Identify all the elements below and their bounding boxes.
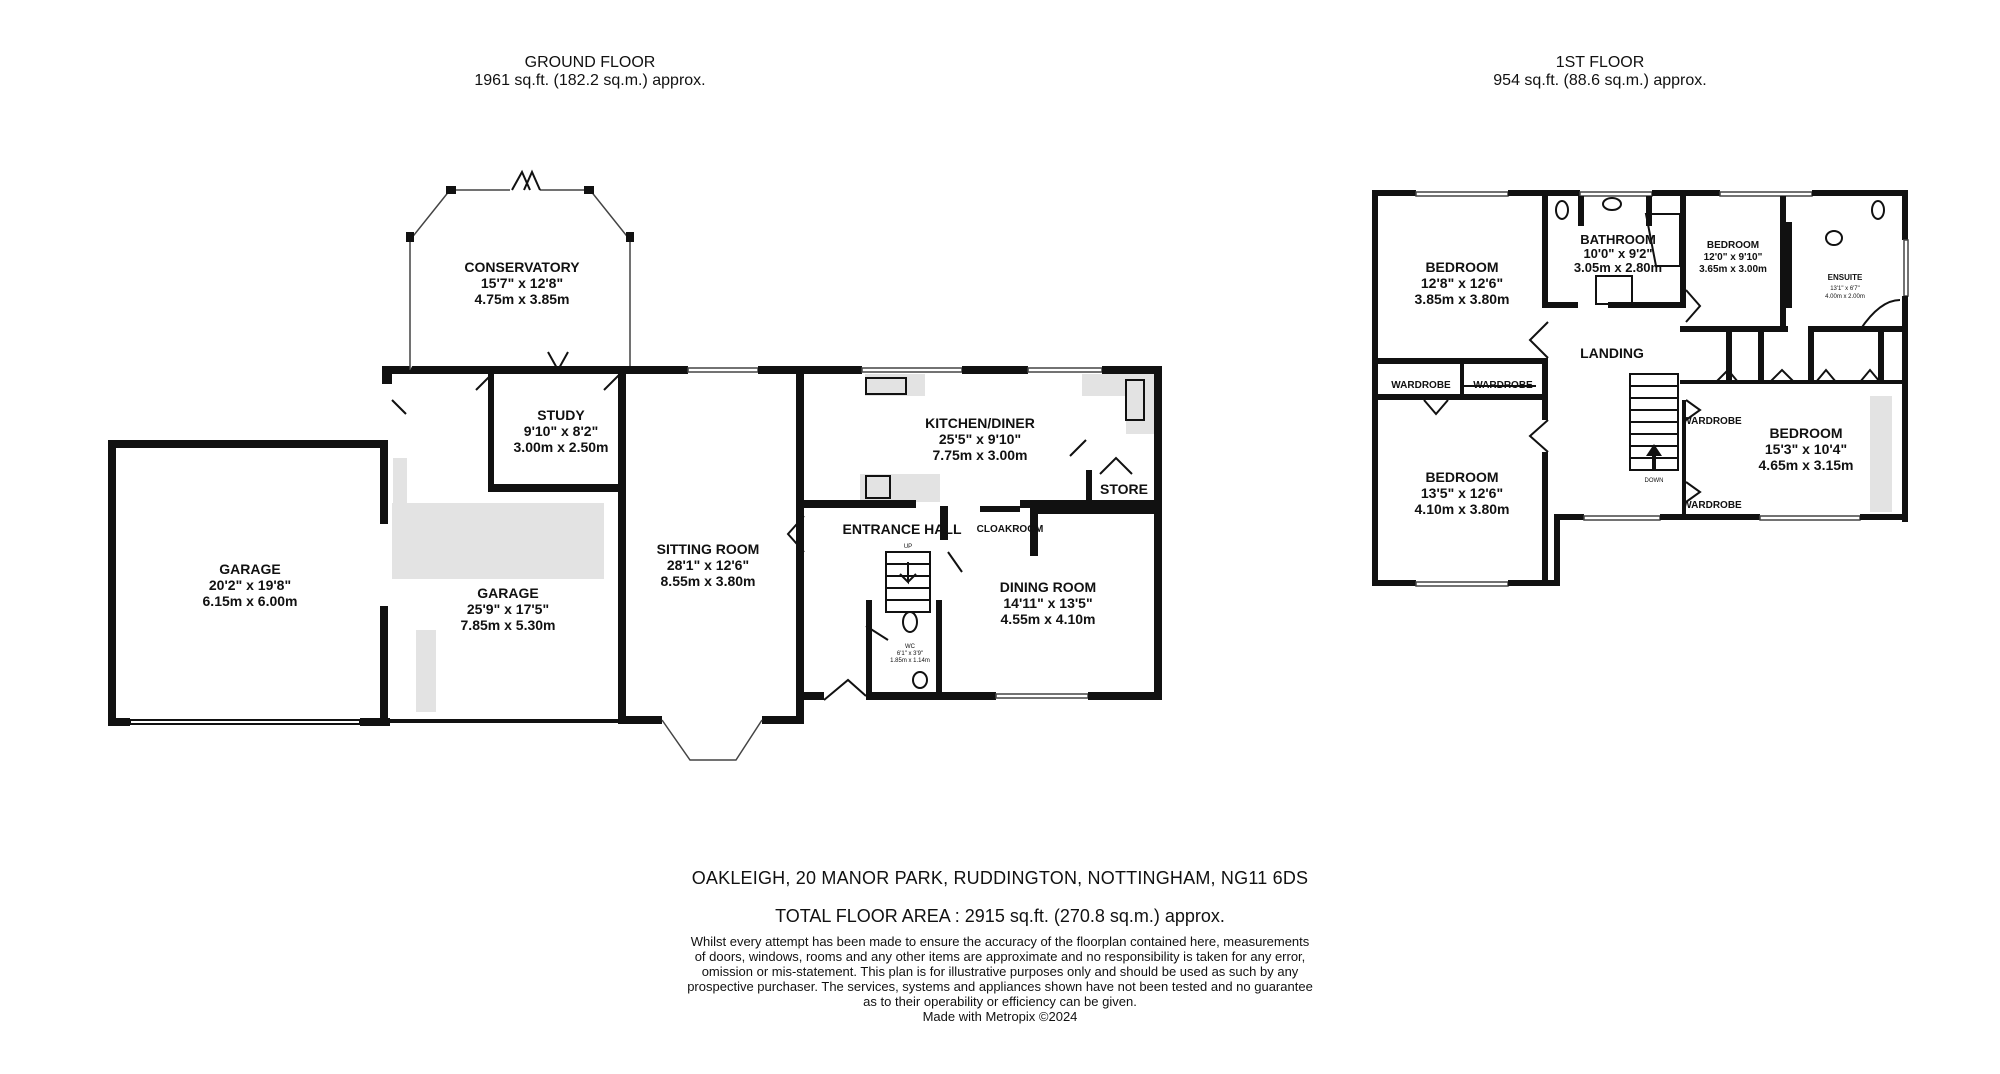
wall xyxy=(1378,394,1548,400)
kitchen-imperial: 25'5" x 9'10" xyxy=(938,431,1022,447)
bedroom4-label: BEDROOM xyxy=(1769,425,1843,441)
landing-label: LANDING xyxy=(1580,345,1644,361)
conservatory-label: CONSERVATORY xyxy=(464,259,580,275)
wall xyxy=(866,600,872,696)
bedroom1-imperial: 12'8" x 12'6" xyxy=(1420,275,1504,291)
dining-metric: 4.55m x 4.10m xyxy=(1000,611,1096,627)
bedroom4-imperial: 15'3" x 10'4" xyxy=(1764,441,1848,457)
ensuite-basin-icon xyxy=(1826,231,1842,245)
bedroom2-imperial: 12'0" x 9'10" xyxy=(1703,252,1763,263)
first-floor-area: 954 sq.ft. (88.6 sq.m.) approx. xyxy=(1493,72,1707,89)
wall xyxy=(1378,358,1548,364)
wall xyxy=(1088,692,1162,700)
wall xyxy=(1508,580,1560,586)
disclaimer xyxy=(0,934,2000,1024)
wall xyxy=(626,232,634,242)
wall xyxy=(1030,506,1162,514)
wall xyxy=(1808,326,1814,382)
ground-floor-area: 1961 sq.ft. (182.2 sq.m.) approx. xyxy=(474,72,706,89)
wall xyxy=(804,692,824,700)
bathroom-door xyxy=(1686,290,1700,322)
wc-toilet-icon xyxy=(903,612,917,632)
wall xyxy=(1878,332,1884,382)
bathroom-toilet-icon xyxy=(1556,201,1568,219)
property-address: OAKLEIGH, 20 MANOR PARK, RUDDINGTON, NOTTINGHAM, NG11 6DS xyxy=(691,868,1309,888)
landing-window xyxy=(1584,516,1660,520)
wall xyxy=(108,440,386,448)
bathroom-basin-icon xyxy=(1603,198,1621,210)
bedroom2-label: BEDROOM xyxy=(1706,240,1760,251)
wall xyxy=(488,374,494,490)
bathroom-metric: 3.05m x 2.80m xyxy=(1573,260,1663,275)
wall xyxy=(1542,196,1548,308)
bathroom-window xyxy=(1580,192,1652,196)
dining-imperial: 14'11" x 13'5" xyxy=(1003,595,1093,611)
cloakroom-label: CLOAKROOM xyxy=(976,524,1044,535)
ensuite-label: ENSUITE xyxy=(1827,273,1863,282)
bedroom1-window xyxy=(1416,192,1508,196)
bathroom-label: BATHROOM xyxy=(1580,232,1656,247)
bedroom1-metric: 3.85m x 3.80m xyxy=(1414,291,1510,307)
bedroom2-window xyxy=(1720,192,1812,196)
sitting-metric: 8.55m x 3.80m xyxy=(660,573,756,589)
wardrobe-a-label: WARDROBE xyxy=(1391,380,1451,391)
study-imperial: 9'10" x 8'2" xyxy=(523,423,599,439)
wall xyxy=(1578,196,1584,226)
ensuite-imperial: 13'1" x 6'7" xyxy=(1830,286,1860,292)
wall xyxy=(758,366,802,374)
wall xyxy=(618,716,662,724)
dining-door xyxy=(948,552,962,572)
wall xyxy=(488,484,624,492)
wall xyxy=(618,374,626,724)
kitchen-door xyxy=(1070,440,1086,456)
wall xyxy=(796,554,804,724)
first-floor-plan xyxy=(1372,190,1908,586)
wall xyxy=(796,500,916,508)
disclaimer-line: Whilst every attempt has been made to ensure the accuracy of the floorplan contained here, measurements xyxy=(690,934,1310,949)
disclaimer-line: of doors, windows, rooms and any other items are approximate and no responsibility is taken for any error, xyxy=(694,949,1306,964)
wall xyxy=(936,600,942,696)
wall xyxy=(1680,326,1788,332)
study-label: STUDY xyxy=(537,407,585,423)
wall xyxy=(1808,326,1902,332)
dining-label: DINING ROOM xyxy=(999,579,1097,595)
wall xyxy=(108,718,130,726)
kitchen-label: KITCHEN/DINER xyxy=(925,415,1035,431)
wardrobe-d-label: WARDROBE xyxy=(1682,500,1742,511)
garage-door xyxy=(130,720,360,724)
wall xyxy=(380,606,388,726)
bedroom3-metric: 4.10m x 3.80m xyxy=(1414,501,1510,517)
wall xyxy=(796,506,804,516)
garage-right-imperial: 25'9" x 17'5" xyxy=(466,601,550,617)
wardrobe-door xyxy=(1424,400,1448,414)
bedroom3-window xyxy=(1416,582,1508,586)
wall xyxy=(1652,190,1720,196)
wall xyxy=(1786,222,1792,308)
wc-label: WC xyxy=(905,644,915,650)
kitchen-window xyxy=(862,368,962,372)
wall xyxy=(1660,514,1760,520)
ensuite-metric: 4.00m x 2.00m xyxy=(1825,294,1865,300)
total-floor-area: TOTAL FLOOR AREA : 2915 sq.ft. (270.8 sq.m.) approx. xyxy=(775,906,1225,926)
wardrobe-c-label: WARDROBE xyxy=(1682,416,1742,427)
wall xyxy=(406,232,414,242)
study-metric: 3.00m x 2.50m xyxy=(513,439,609,455)
conservatory-metric: 4.75m x 3.85m xyxy=(474,291,570,307)
wall xyxy=(1902,190,1908,240)
wall xyxy=(1542,452,1548,586)
wall xyxy=(1086,470,1092,506)
wall xyxy=(866,692,996,700)
wall xyxy=(1860,514,1908,520)
store-door xyxy=(1100,458,1132,474)
wall xyxy=(1154,506,1162,700)
garage-left-imperial: 20'2" x 19'8" xyxy=(208,577,292,593)
garage-door-right xyxy=(388,720,620,722)
wall xyxy=(584,186,594,194)
bedroom2-metric: 3.65m x 3.00m xyxy=(1699,264,1767,275)
wall xyxy=(1508,190,1580,196)
sitting-imperial: 28'1" x 12'6" xyxy=(666,557,750,573)
wall xyxy=(1372,580,1416,586)
kitchen-window-2 xyxy=(1028,368,1102,372)
shower-tray xyxy=(1596,276,1632,304)
wall xyxy=(1154,366,1162,506)
wall xyxy=(108,440,116,726)
wall xyxy=(1554,514,1560,586)
bedroom3-door xyxy=(1530,420,1548,452)
wall xyxy=(796,366,862,374)
wall xyxy=(1902,296,1908,522)
bedroom4-window xyxy=(1760,516,1860,520)
stairs-down-label: DOWN xyxy=(1644,478,1664,484)
wall xyxy=(1812,190,1908,196)
disclaimer-line: omission or mis-statement. This plan is for illustrative purposes only and should be used as such by any xyxy=(701,964,1299,979)
sitting-bay-window xyxy=(662,720,762,760)
wall xyxy=(1542,364,1548,420)
sitting-label: SITTING ROOM xyxy=(656,541,760,557)
wall xyxy=(1548,302,1578,308)
garage-left-label: GARAGE xyxy=(219,561,281,577)
dining-window xyxy=(996,694,1088,698)
wc-basin-icon xyxy=(913,672,927,688)
sitting-door xyxy=(604,374,620,390)
bedroom1-label: BEDROOM xyxy=(1425,259,1499,275)
wall xyxy=(1460,364,1464,394)
wall xyxy=(1372,190,1378,586)
wall xyxy=(1758,332,1764,382)
conservatory-imperial: 15'7" x 12'8" xyxy=(480,275,564,291)
wardrobe-shading xyxy=(1870,396,1892,512)
wall xyxy=(1102,366,1162,374)
wc-imperial: 6'1" x 3'9" xyxy=(896,651,924,657)
wall xyxy=(446,186,456,194)
sitting-window xyxy=(688,368,758,372)
wall xyxy=(1780,196,1786,332)
disclaimer-credit: Made with Metropix ©2024 xyxy=(922,1009,1078,1024)
garage-right-label: GARAGE xyxy=(477,585,539,601)
wardrobe-b-label: WARDROBE xyxy=(1473,380,1533,391)
wall xyxy=(1372,190,1416,196)
entrance-hall-label: ENTRANCE HALL xyxy=(842,521,962,537)
garage-sink-unit xyxy=(393,458,407,524)
wc-metric: 1.85m x 1.14m xyxy=(890,658,930,664)
wall xyxy=(618,366,688,374)
ensuite-window xyxy=(1904,240,1908,296)
wall xyxy=(1680,380,1902,384)
wall xyxy=(380,440,388,524)
ensuite-shower xyxy=(1860,300,1900,330)
garage-side-door xyxy=(392,400,406,414)
disclaimer-line: as to their operability or efficiency can be given. xyxy=(863,994,1137,1009)
garage-worktop xyxy=(392,503,604,579)
kitchen-metric: 7.75m x 3.00m xyxy=(932,447,1028,463)
first-floor-title: 1ST FLOOR xyxy=(1555,54,1645,71)
wall xyxy=(1554,514,1584,520)
front-door xyxy=(824,680,866,700)
stairs-up-label: UP xyxy=(903,544,913,550)
bedroom4-metric: 4.65m x 3.15m xyxy=(1758,457,1854,473)
bedroom3-label: BEDROOM xyxy=(1425,469,1499,485)
store-label: STORE xyxy=(1100,481,1148,497)
bedroom1-door xyxy=(1530,322,1548,358)
disclaimer-line: prospective purchaser. The services, systems and appliances shown have not been tested and no guarantee xyxy=(687,979,1313,994)
stairs-arrow-stem xyxy=(1652,454,1656,470)
wall xyxy=(962,366,1028,374)
wardrobe-d-door xyxy=(1686,482,1700,502)
wall xyxy=(980,506,1020,512)
garage-right-metric: 7.85m x 5.30m xyxy=(460,617,556,633)
ensuite-toilet-icon xyxy=(1872,201,1884,219)
kitchen-worktop-corner xyxy=(1126,374,1156,434)
garage-worktop-side xyxy=(416,630,436,712)
bedroom3-imperial: 13'5" x 12'6" xyxy=(1420,485,1504,501)
garage-left-metric: 6.15m x 6.00m xyxy=(202,593,298,609)
bathroom-imperial: 10'0" x 9'2" xyxy=(1583,246,1653,261)
ground-floor-title: GROUND FLOOR xyxy=(524,54,656,71)
ground-floor-plan xyxy=(108,172,1162,760)
